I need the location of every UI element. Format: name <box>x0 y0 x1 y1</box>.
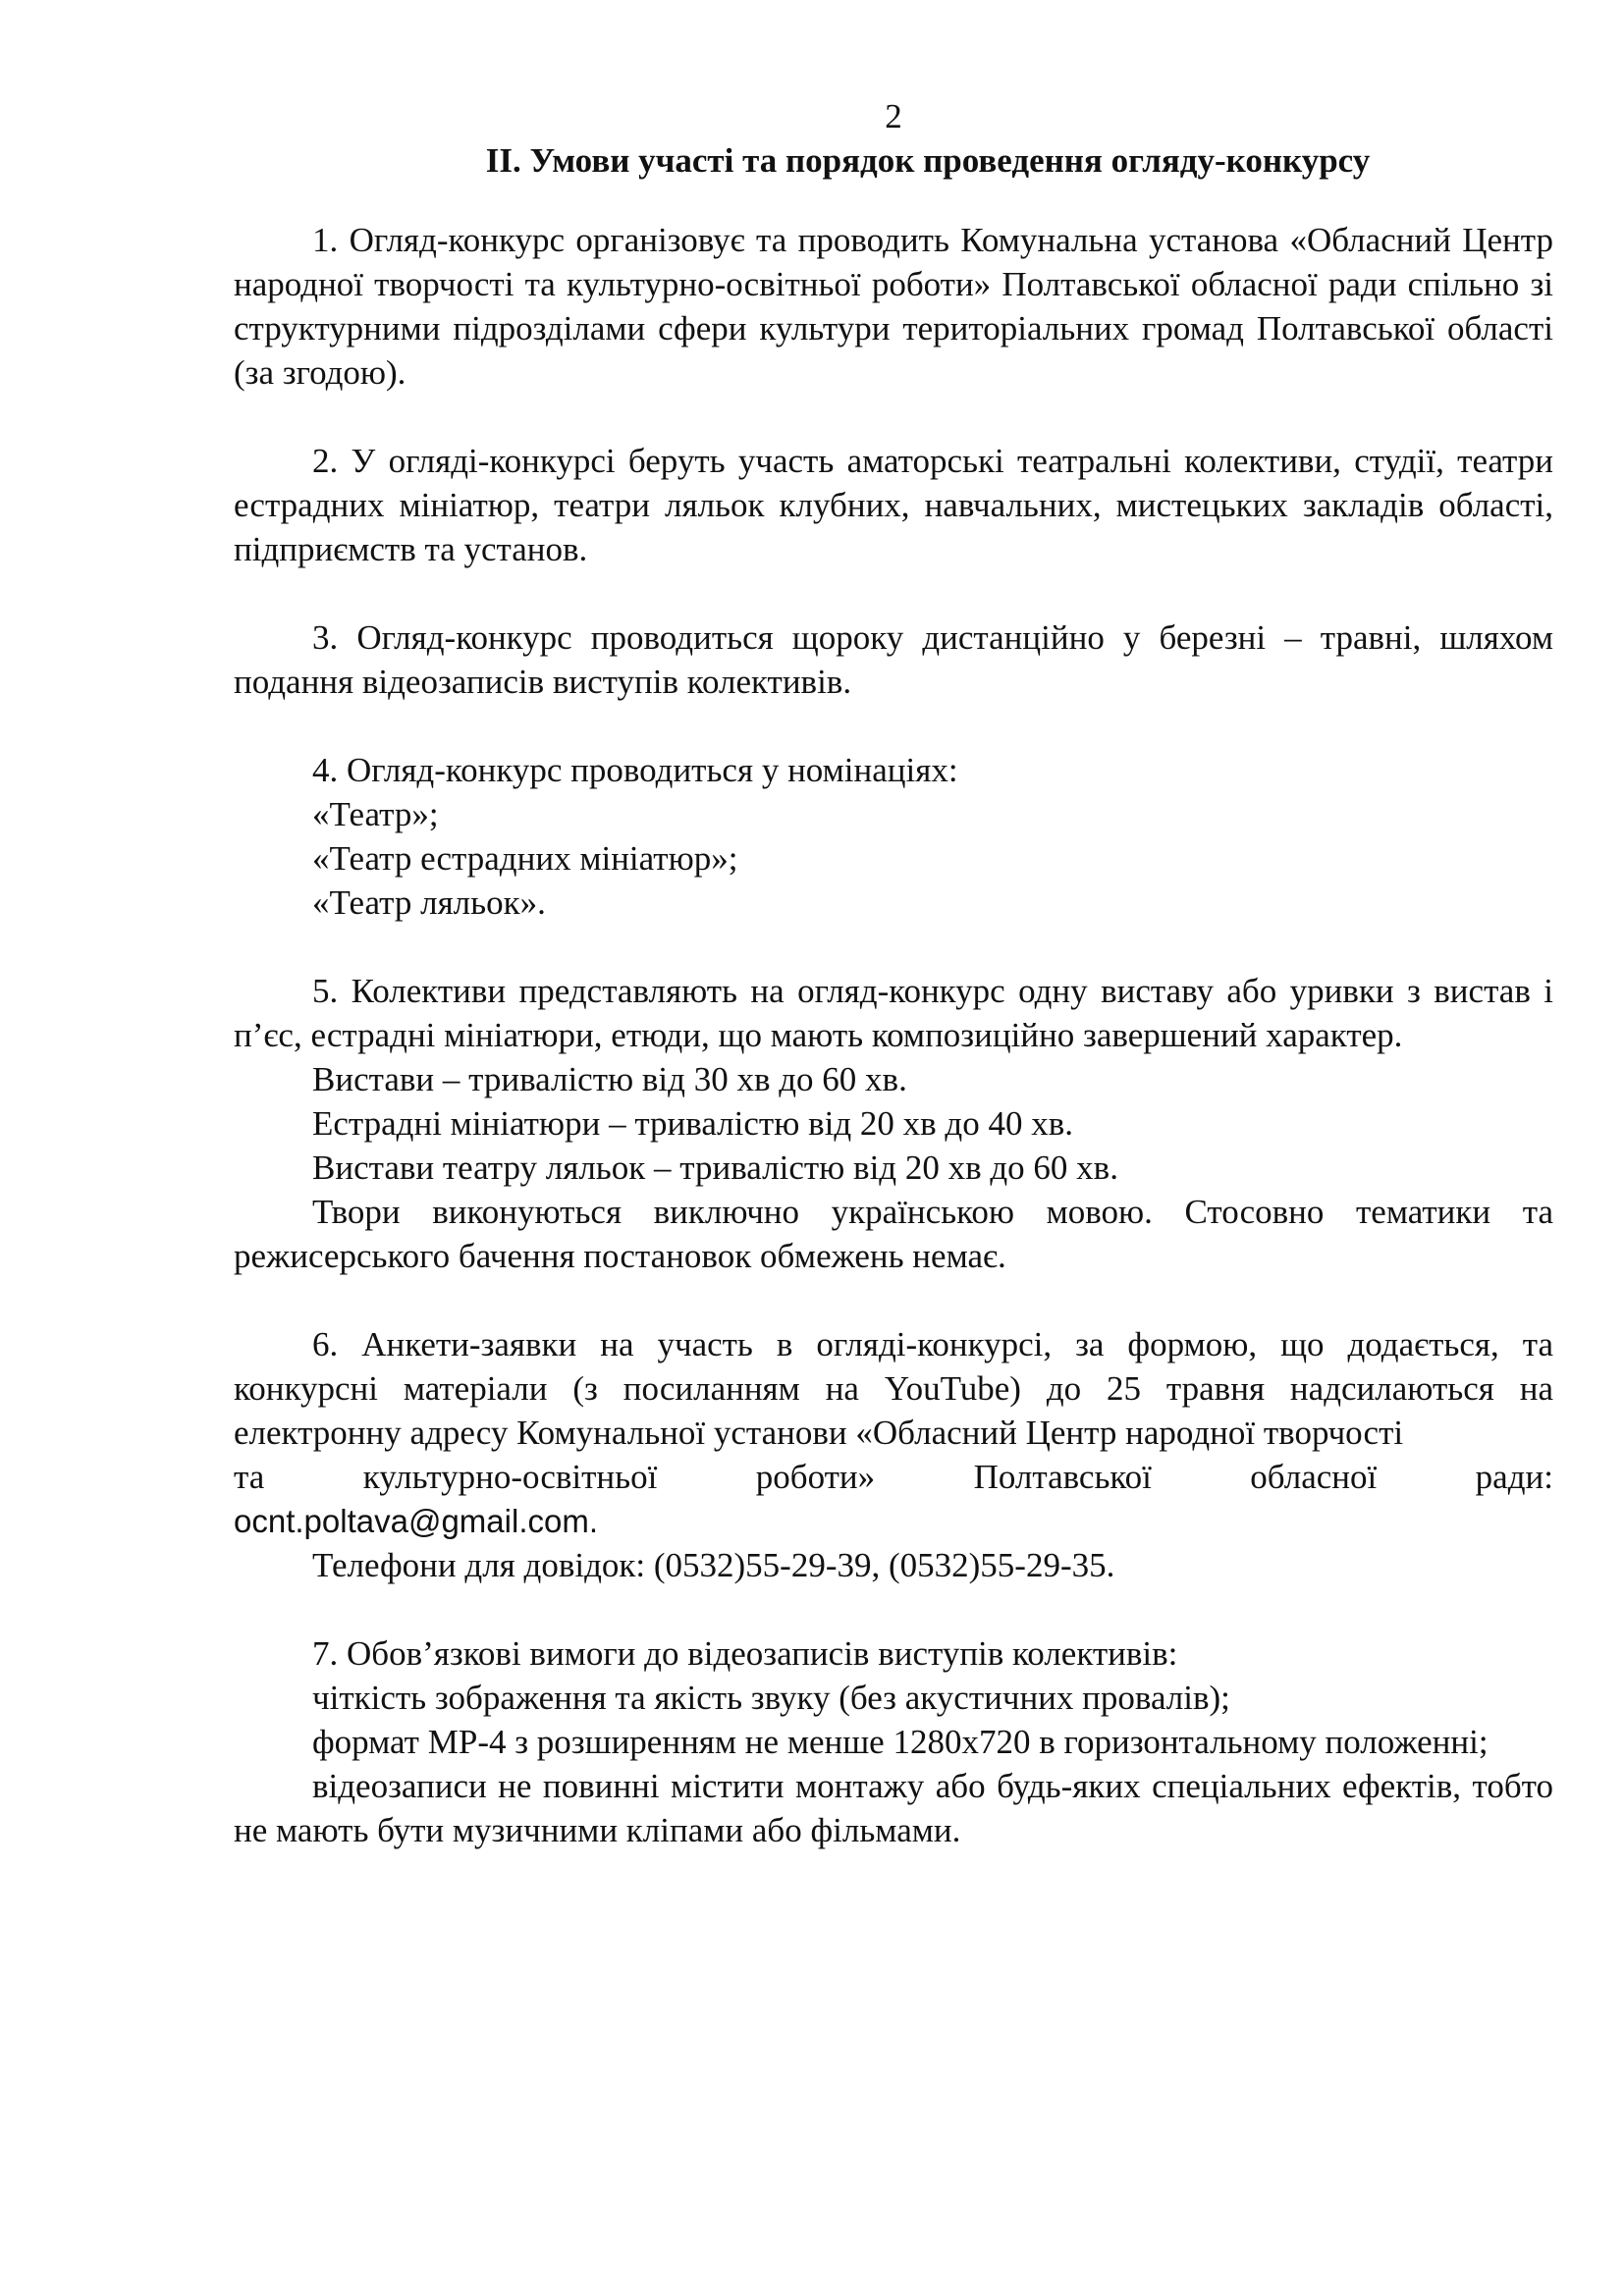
paragraph-7-intro: 7. Обов’язкові вимоги до відеозаписів виступів колективів: <box>312 1634 1178 1673</box>
word: ради: <box>1475 1458 1553 1496</box>
paragraph-6: 6. Анкети-заявки на участь в огляді-конкурсі, за формою, що додається, та конкурсні матеріали (з посиланням на YouTube) до 25 травня надсилаються на електронну адресу Комунальної установи «Обласний Центр народної творчості <box>234 1325 1553 1452</box>
nomination-item: «Театр естрадних мініатюр»; <box>312 839 738 878</box>
paragraph-6-spread-line <box>234 1455 1553 1499</box>
nomination-item: «Театр»; <box>312 795 439 833</box>
duration-item: Естрадні мініатюри – тривалістю від 20 хв до 40 хв. <box>312 1104 1074 1143</box>
word: та <box>234 1458 265 1496</box>
nomination-item: «Театр ляльок». <box>312 883 546 922</box>
section-title: II. Умови участі та порядок проведення огляду-конкурсу <box>485 141 1371 180</box>
word: Полтавської <box>973 1458 1152 1496</box>
language-note: Твори виконуються виключно українською мовою. Стосовно тематики та режисерського бачення постановок обмежень немає. <box>234 1193 1553 1275</box>
paragraph-2: 2. У огляді-конкурсі беруть участь аматорські театральні колективи, студії, театри естрадних мініатюр, театри ляльок клубних, навчальних, мистецьких закладів області, підприємств та установ. <box>234 442 1553 568</box>
duration-item: Вистави – тривалістю від 30 хв до 60 хв. <box>312 1060 907 1098</box>
requirement-item: формат MP-4 з розширенням не менше 1280x720 в горизонтальному положенні; <box>312 1723 1489 1761</box>
word: культурно-освітньої <box>362 1458 658 1496</box>
duration-item: Вистави театру ляльок – тривалістю від 20 хв до 60 хв. <box>312 1148 1118 1187</box>
paragraph-5: 5. Колективи представляють на огляд-конкурс одну виставу або уривки з вистав і п’єс, естрадні мініатюри, етюди, що мають композиційно завершений характер. <box>234 972 1553 1054</box>
paragraph-4-intro: 4. Огляд-конкурс проводиться у номінаціях: <box>312 751 958 789</box>
word: обласної <box>1250 1458 1378 1496</box>
email-address: ocnt.poltava@gmail.com. <box>234 1503 598 1539</box>
page-number: 2 <box>885 97 902 135</box>
paragraph-1: 1. Огляд-конкурс організовує та проводить Комунальна установа «Обласний Центр народної творчості та культурно-освітньої роботи» Полтавської обласної ради спільно зі структурними підрозділами сфери культури територіальних громад Полтавської області (за згодою). <box>234 221 1553 392</box>
document-page <box>234 94 1553 1852</box>
requirement-item: відеозаписи не повинні містити монтажу або будь-яких спеціальних ефектів, тобто не мають бути музичними кліпами або фільмами. <box>234 1767 1553 1849</box>
paragraph-3: 3. Огляд-конкурс проводиться щороку дистанційно у березні – травні, шляхом подання відеозаписів виступів колективів. <box>234 618 1553 701</box>
phone-numbers: Телефони для довідок: (0532)55-29-39, (0532)55-29-35. <box>312 1546 1115 1584</box>
word: роботи» <box>755 1458 876 1496</box>
requirement-item: чіткість зображення та якість звуку (без акустичних провалів); <box>312 1679 1230 1717</box>
